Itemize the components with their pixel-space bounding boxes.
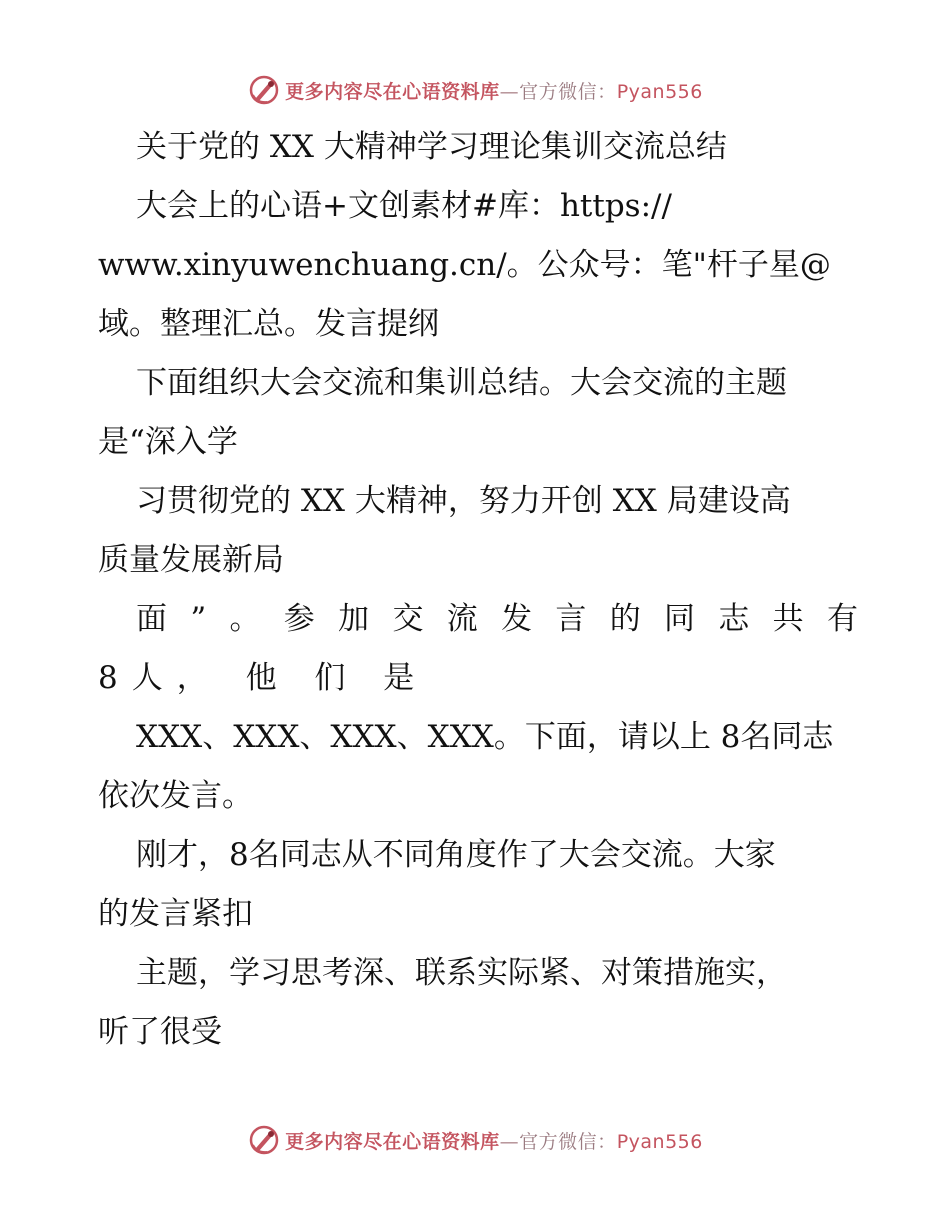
doc-line: 听了很受: [98, 1014, 222, 1050]
doc-line: 大会上的心语+文创素材#库：https://: [136, 188, 672, 224]
doc-line: 域。整理汇总。发言提纲: [98, 306, 439, 342]
doc-line: 8人， 他 们 是: [98, 660, 429, 696]
doc-line: 主题，学习思考深、联系实际紧、对策措施实，: [136, 955, 787, 991]
document-body: [98, 118, 858, 1062]
doc-line: 习贯彻党的 XX 大精神，努力开创 XX 局建设高: [136, 483, 791, 519]
doc-line: 质量发展新局: [98, 542, 284, 578]
doc-line: 的发言紧扣: [98, 896, 253, 932]
pen-logo-icon: [247, 73, 281, 107]
banner-text: 更多内容尽在心语资料库—官方微信：Pyan556: [285, 80, 703, 103]
doc-line: 依次发言。: [98, 778, 253, 814]
pen-logo-icon: [247, 1123, 281, 1157]
doc-line: XXX、XXX、XXX、XXX。下面，请以上 8名同志: [136, 719, 834, 755]
footer-banner: [0, 1120, 950, 1160]
header-banner: [0, 70, 950, 110]
doc-line: 面”。参加交流发言的同志共有: [136, 601, 858, 637]
doc-line: 刚才，8名同志从不同角度作了大会交流。大家: [136, 837, 776, 873]
doc-line: 是“深入学: [98, 424, 238, 460]
doc-line: www.xinyuwenchuang.cn/。公众号：笔"杆子星@: [98, 247, 831, 283]
doc-line: 下面组织大会交流和集训总结。大会交流的主题: [136, 365, 787, 401]
doc-title: 关于党的 XX 大精神学习理论集训交流总结: [136, 129, 727, 165]
banner-text: 更多内容尽在心语资料库—官方微信：Pyan556: [285, 1130, 703, 1153]
